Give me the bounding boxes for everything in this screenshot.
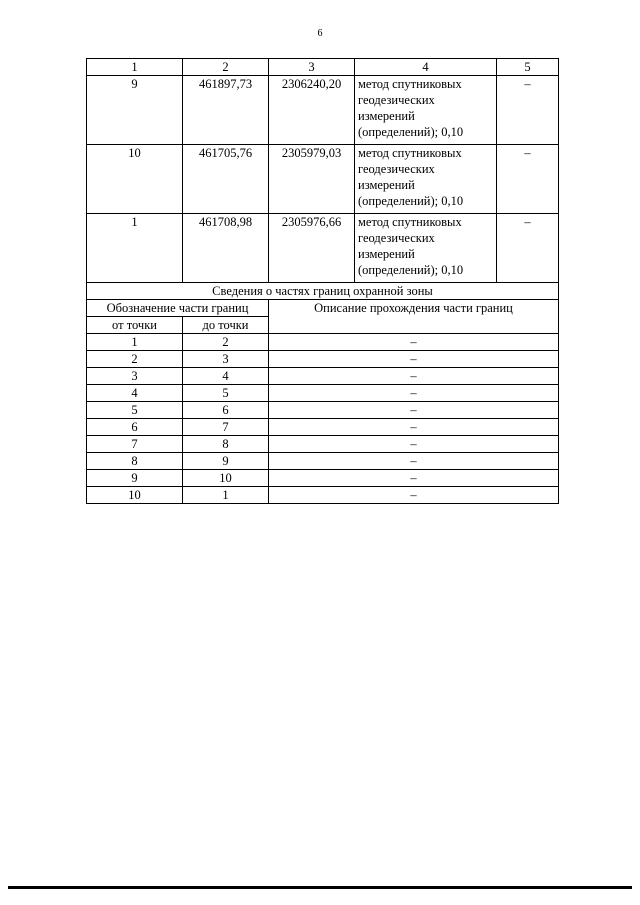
method-line: измерений	[358, 247, 415, 261]
parts-header-row	[87, 300, 559, 317]
method-line: (определений); 0,10	[358, 125, 464, 139]
column-number: 5	[497, 59, 559, 76]
from-header: от точки	[87, 317, 183, 334]
x-coordinate: 461708,98	[183, 214, 269, 283]
y-coordinate: 2305979,03	[269, 145, 355, 214]
column-number: 3	[269, 59, 355, 76]
from-point: 3	[87, 368, 183, 385]
segment-description: –	[269, 351, 559, 368]
part-header: Обозначение части границ	[87, 300, 269, 317]
method-cell	[355, 76, 497, 145]
point-number: 10	[87, 145, 183, 214]
to-point: 6	[183, 402, 269, 419]
method-line: метод спутниковых	[358, 146, 462, 160]
method-line: измерений	[358, 109, 415, 123]
method-line: геодезических	[358, 231, 435, 245]
segment-row	[87, 334, 559, 351]
segment-description: –	[269, 334, 559, 351]
from-point: 9	[87, 470, 183, 487]
segment-row	[87, 419, 559, 436]
segment-description: –	[269, 419, 559, 436]
coordinate-row	[87, 76, 559, 145]
segment-description: –	[269, 487, 559, 504]
segment-row	[87, 487, 559, 504]
from-point: 8	[87, 453, 183, 470]
y-coordinate: 2305976,66	[269, 214, 355, 283]
y-coordinate: 2306240,20	[269, 76, 355, 145]
segment-description: –	[269, 385, 559, 402]
segment-row	[87, 368, 559, 385]
x-coordinate: 461897,73	[183, 76, 269, 145]
method-line: геодезических	[358, 93, 435, 107]
segment-row	[87, 470, 559, 487]
section-title-row	[87, 283, 559, 300]
point-number: 1	[87, 214, 183, 283]
segment-row	[87, 351, 559, 368]
segment-description: –	[269, 470, 559, 487]
method-line: измерений	[358, 178, 415, 192]
to-header: до точки	[183, 317, 269, 334]
from-point: 5	[87, 402, 183, 419]
column-number: 4	[355, 59, 497, 76]
from-point: 10	[87, 487, 183, 504]
to-point: 3	[183, 351, 269, 368]
x-coordinate: 461705,76	[183, 145, 269, 214]
to-point: 5	[183, 385, 269, 402]
from-point: 2	[87, 351, 183, 368]
col5-value: –	[497, 214, 559, 283]
segment-row	[87, 453, 559, 470]
column-number: 2	[183, 59, 269, 76]
segment-row	[87, 402, 559, 419]
point-number: 9	[87, 76, 183, 145]
column-number-row	[87, 59, 559, 76]
to-point: 10	[183, 470, 269, 487]
from-point: 7	[87, 436, 183, 453]
section-title: Сведения о частях границ охранной зоны	[87, 283, 559, 300]
from-point: 6	[87, 419, 183, 436]
segment-description: –	[269, 436, 559, 453]
description-header: Описание прохождения части границ	[269, 300, 559, 334]
segment-row	[87, 436, 559, 453]
from-point: 1	[87, 334, 183, 351]
method-cell	[355, 214, 497, 283]
method-line: метод спутниковых	[358, 77, 462, 91]
method-cell	[355, 145, 497, 214]
method-line: (определений); 0,10	[358, 263, 464, 277]
method-line: метод спутниковых	[358, 215, 462, 229]
to-point: 2	[183, 334, 269, 351]
to-point: 1	[183, 487, 269, 504]
bottom-rule	[8, 886, 632, 889]
to-point: 9	[183, 453, 269, 470]
coordinate-row	[87, 145, 559, 214]
col5-value: –	[497, 145, 559, 214]
to-point: 8	[183, 436, 269, 453]
boundary-table	[86, 58, 559, 504]
to-point: 4	[183, 368, 269, 385]
to-point: 7	[183, 419, 269, 436]
segment-description: –	[269, 453, 559, 470]
column-number: 1	[87, 59, 183, 76]
coordinate-row	[87, 214, 559, 283]
segment-row	[87, 385, 559, 402]
from-point: 4	[87, 385, 183, 402]
page-number: 6	[317, 28, 323, 39]
col5-value: –	[497, 76, 559, 145]
method-line: геодезических	[358, 162, 435, 176]
method-line: (определений); 0,10	[358, 194, 464, 208]
segment-description: –	[269, 402, 559, 419]
segment-description: –	[269, 368, 559, 385]
